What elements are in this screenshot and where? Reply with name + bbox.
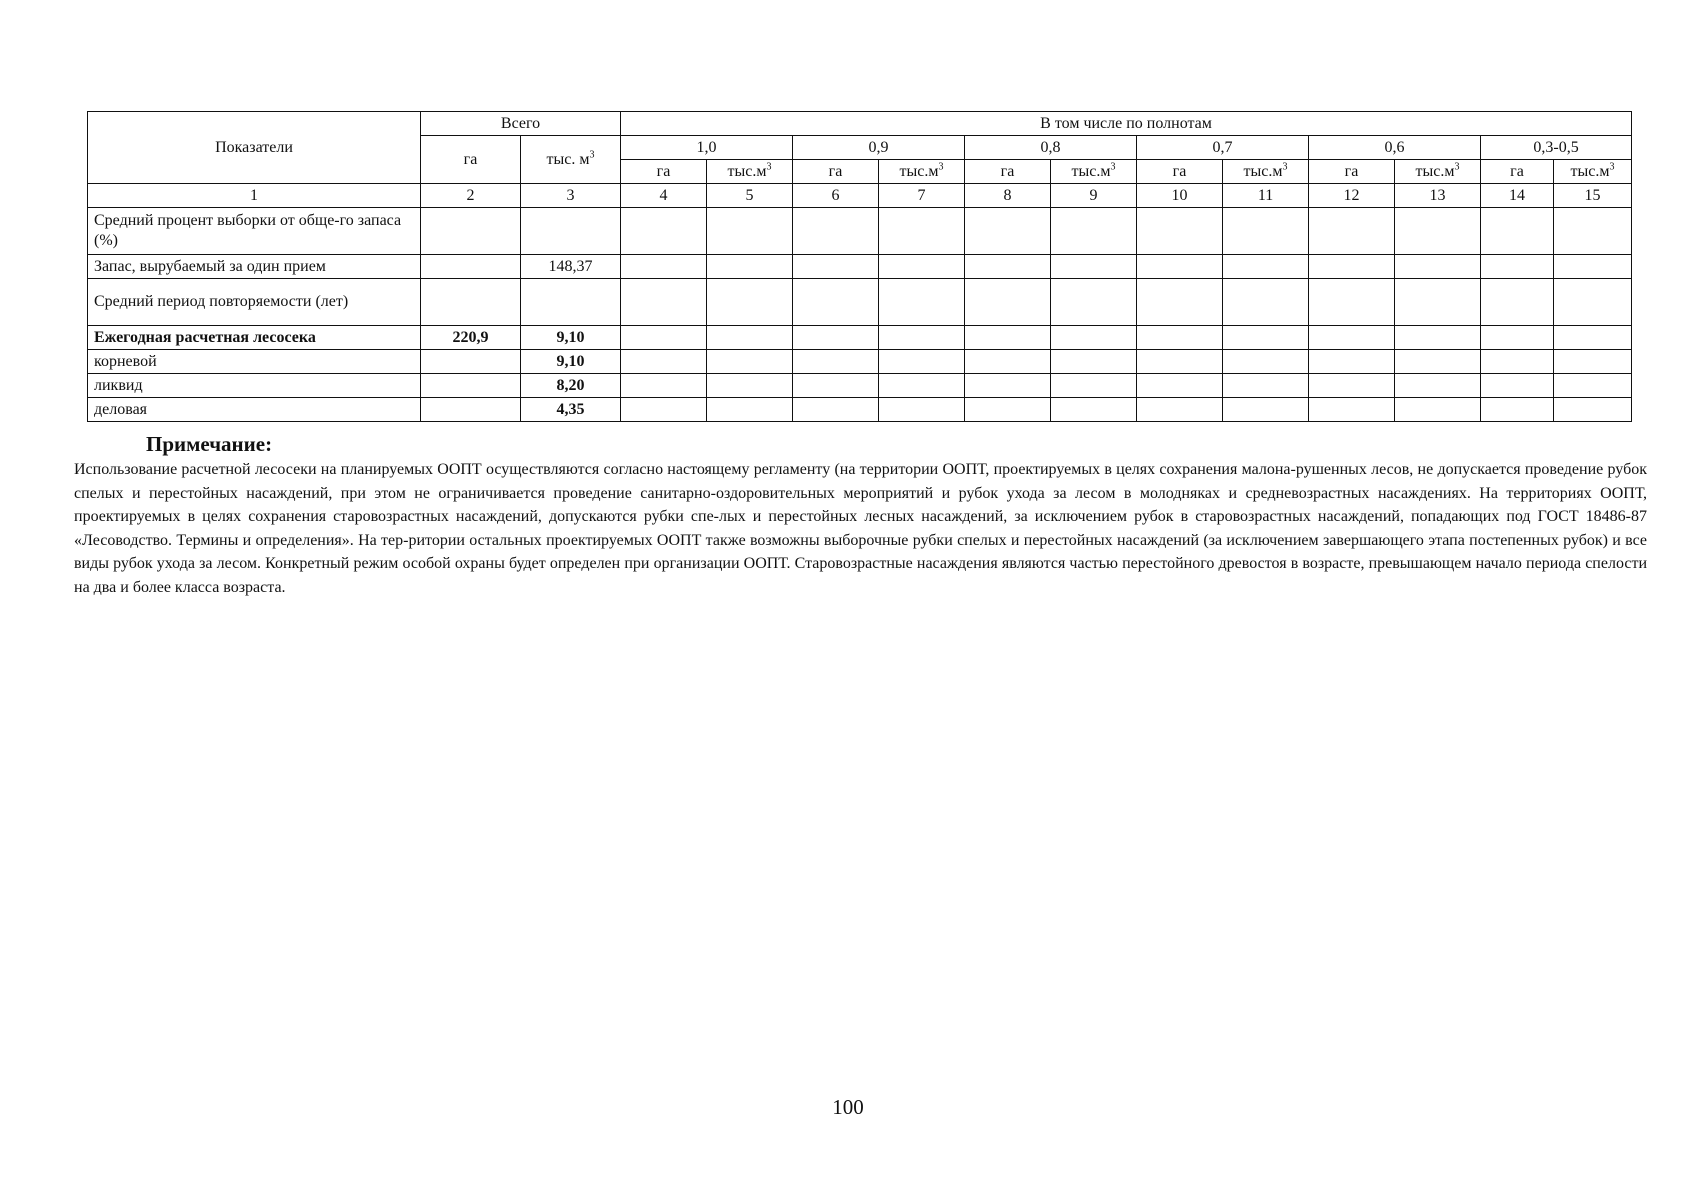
header-ha: га <box>1309 160 1395 184</box>
column-number: 2 <box>421 184 521 208</box>
header-density: 0,7 <box>1137 136 1309 160</box>
row-label: деловая <box>88 398 421 422</box>
column-number: 15 <box>1554 184 1632 208</box>
header-m3: $тыс.м^3$ <box>707 160 793 184</box>
table-row <box>88 326 1632 350</box>
header-total: Всего <box>421 112 621 136</box>
row-label: Средний период повторяемости (лет) <box>88 279 421 326</box>
cell-total-m3 <box>521 208 621 255</box>
header-m3: $тыс.м^3$ <box>1051 160 1137 184</box>
cell-total-m3 <box>521 279 621 326</box>
cell-total-ha <box>421 374 521 398</box>
header-m3: $тыс.м^3$ <box>1223 160 1309 184</box>
column-number: 8 <box>965 184 1051 208</box>
header-ha: га <box>965 160 1051 184</box>
header-total-m3: тыс. $м^3$ <box>521 136 621 184</box>
page-number: 100 <box>832 1095 864 1119</box>
cell-total-m3: 8,20 <box>521 374 621 398</box>
column-number: 10 <box>1137 184 1223 208</box>
column-number: 4 <box>621 184 707 208</box>
header-total-ha: га <box>421 136 521 184</box>
header-density: 0,3-0,5 <box>1481 136 1632 160</box>
row-label: корневой <box>88 350 421 374</box>
column-number: 12 <box>1309 184 1395 208</box>
column-number: 9 <box>1051 184 1137 208</box>
column-number: 13 <box>1395 184 1481 208</box>
header-m3: $тыс.м^3$ <box>1554 160 1632 184</box>
cell-total-m3: 4,35 <box>521 398 621 422</box>
header-indicators: Показатели <box>88 112 421 184</box>
header-ha: га <box>1481 160 1554 184</box>
cell-total-ha: 220,9 <box>421 326 521 350</box>
column-number: 7 <box>879 184 965 208</box>
cell-total-m3: 9,10 <box>521 326 621 350</box>
cell-total-ha <box>421 398 521 422</box>
cell-total-m3: 148,37 <box>521 255 621 279</box>
note-title: Примечание: <box>146 432 273 456</box>
header-ha: га <box>1137 160 1223 184</box>
column-number: 6 <box>793 184 879 208</box>
cell-total-m3: 9,10 <box>521 350 621 374</box>
header-m3: $тыс.м^3$ <box>879 160 965 184</box>
cell-total-ha <box>421 350 521 374</box>
row-label: Ежегодная расчетная лесосека <box>88 326 421 350</box>
column-number-row <box>88 184 1632 208</box>
table-row <box>88 208 1632 255</box>
cell-total-ha <box>421 255 521 279</box>
note-text: Использование расчетной лесосеки на планируемых ООПТ осуществляются согласно настоящему регламенту (на территории ООПТ, проектируемых в целях сохранения малона-рушенных лесов, не допускается проведение рубок спелых и перестойных насаждений, при этом не ограничивается проведение санитарно-оздоровительных мероприятий и рубок ухода за лесом в молодняках и средневозрастных насаждениях. На территориях ООПТ, проектируемых в целях сохранения старовозрастных насаждений, допускаются рубки спе-лых и перестойных лесных насаждений, за исключением рубок в старовозрастных насаждений, попадающих под ГОСТ 18486-87 «Лесоводство. Термины и определения». На тер-ритории остальных проектируемых ООПТ также возможны выборочные рубки спелых и перестойных насаждений (за исключением завершающего этапа постепенных рубок) и все виды рубок ухода за лесом. Конкретный режим особой охраны будет определен при организации ООПТ. Старовозрастные насаждения являются частью перестойного древостоя в возрасте, превышающем начало периода спелости на два и более класса возраста. <box>74 461 1647 596</box>
header-density: 0,8 <box>965 136 1137 160</box>
table-row <box>88 255 1632 279</box>
header-density: 1,0 <box>621 136 793 160</box>
table-row <box>88 279 1632 326</box>
header-m3: $тыс.м^3$ <box>1395 160 1481 184</box>
column-number: 3 <box>521 184 621 208</box>
column-number: 11 <box>1223 184 1309 208</box>
table-row <box>88 374 1632 398</box>
header-ha: га <box>621 160 707 184</box>
forest-harvest-table <box>87 111 1632 422</box>
column-number: 5 <box>707 184 793 208</box>
column-number: 1 <box>88 184 421 208</box>
row-label: Средний процент выборки от обще-го запаса (%) <box>88 208 421 255</box>
column-number: 14 <box>1481 184 1554 208</box>
row-label: ликвид <box>88 374 421 398</box>
header-ha: га <box>793 160 879 184</box>
row-label: Запас, вырубаемый за один прием <box>88 255 421 279</box>
header-including: В том числе по полнотам <box>621 112 1632 136</box>
cell-total-ha <box>421 279 521 326</box>
cell-total-ha <box>421 208 521 255</box>
table-row <box>88 398 1632 422</box>
header-density: 0,9 <box>793 136 965 160</box>
table-row <box>88 350 1632 374</box>
header-density: 0,6 <box>1309 136 1481 160</box>
